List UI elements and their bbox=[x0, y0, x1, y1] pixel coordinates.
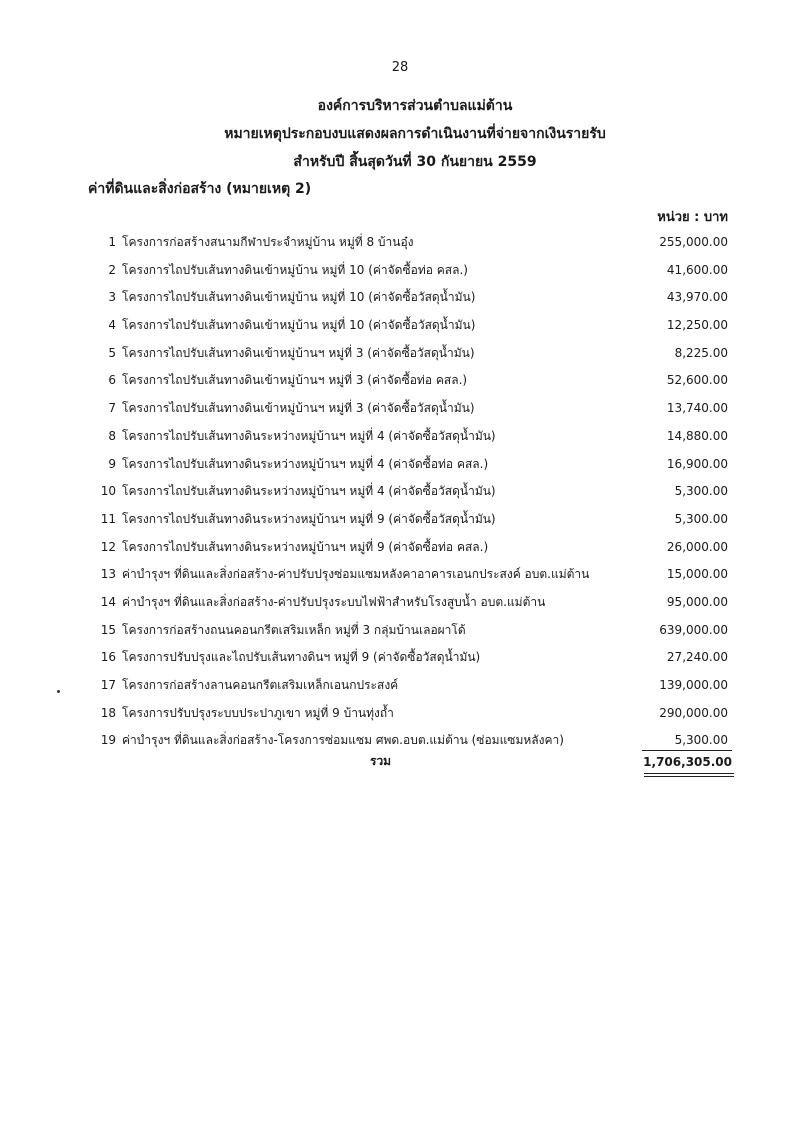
item-amount: 15,000.00 bbox=[666, 567, 728, 582]
document-header bbox=[0, 92, 800, 176]
item-amount: 26,000.00 bbox=[666, 539, 728, 554]
item-number: 12 bbox=[100, 539, 116, 554]
item-amount: 12,250.00 bbox=[666, 318, 728, 333]
item-number: 19 bbox=[100, 733, 116, 748]
item-amount: 290,000.00 bbox=[659, 705, 728, 720]
list-item bbox=[0, 452, 800, 480]
item-amount: 41,600.00 bbox=[666, 262, 728, 277]
item-amount: 13,740.00 bbox=[666, 401, 728, 416]
item-number: 7 bbox=[108, 401, 116, 416]
item-description: โครงการปรับปรุงระบบประปาภูเขา หมู่ที่ 9 บ้านทุ่งถ้ำ bbox=[122, 705, 394, 720]
list-item bbox=[0, 507, 800, 535]
item-description: โครงการไถปรับเส้นทางดินระหว่างหมู่บ้านฯ หมู่ที่ 4 (ค่าจัดซื้อวัสดุน้ำมัน) bbox=[122, 428, 496, 443]
item-description: โครงการไถปรับเส้นทางดินเข้าหมู่บ้านฯ หมู่ที่ 3 (ค่าจัดซื้อวัสดุน้ำมัน) bbox=[122, 401, 475, 416]
item-description: โครงการก่อสร้างสนามกีฬาประจำหมู่บ้าน หมู่ที่ 8 บ้านอุ๋ง bbox=[122, 235, 414, 249]
list-item bbox=[0, 590, 800, 618]
item-amount: 95,000.00 bbox=[666, 594, 728, 609]
list-item bbox=[0, 258, 800, 286]
item-amount: 43,970.00 bbox=[666, 290, 728, 305]
item-amount: 52,600.00 bbox=[666, 373, 728, 388]
unit-label: หน่วย : บาท bbox=[657, 210, 728, 225]
item-number: 1 bbox=[108, 235, 116, 249]
item-number: 14 bbox=[100, 594, 116, 609]
report-subtitle: หมายเหตุประกอบงบแสดงผลการดำเนินงานที่จ่ายจากเงินรายรับ bbox=[224, 126, 606, 142]
list-item bbox=[0, 230, 800, 258]
list-item bbox=[0, 424, 800, 452]
item-number: 6 bbox=[108, 373, 116, 388]
total-label: รวม bbox=[370, 754, 392, 768]
item-description: โครงการปรับปรุงและไถปรับเส้นทางดินฯ หมู่ที่ 9 (ค่าจัดซื้อวัสดุน้ำมัน) bbox=[122, 650, 481, 665]
item-number: 15 bbox=[100, 622, 116, 637]
item-description: ค่าบำรุงฯ ที่ดินและสิ่งก่อสร้าง-ค่าปรับปรุงระบบไฟฟ้าสำหรับโรงสูบน้ำ อบต.แม่ต้าน bbox=[122, 594, 546, 609]
item-description: โครงการไถปรับเส้นทางดินระหว่างหมู่บ้านฯ หมู่ที่ 4 (ค่าจัดซื้อท่อ คสล.) bbox=[122, 456, 489, 471]
item-amount: 27,240.00 bbox=[666, 650, 728, 665]
list-item bbox=[0, 618, 800, 646]
list-item bbox=[0, 396, 800, 424]
item-amount: 139,000.00 bbox=[659, 678, 728, 692]
item-description: โครงการไถปรับเส้นทางดินเข้าหมู่บ้านฯ หมู่ที่ 3 (ค่าจัดซื้อวัสดุน้ำมัน) bbox=[122, 345, 475, 360]
item-amount: 639,000.00 bbox=[659, 622, 728, 637]
item-description: ค่าบำรุงฯ ที่ดินและสิ่งก่อสร้าง-ค่าปรับปรุงซ่อมแซมหลังคาอาคารเอนกประสงค์ อบต.แม่ต้าน bbox=[122, 567, 590, 582]
list-item bbox=[0, 701, 800, 729]
item-number: 17 bbox=[100, 678, 116, 692]
item-number: 18 bbox=[100, 705, 116, 720]
item-number: 11 bbox=[100, 511, 116, 526]
list-item bbox=[0, 368, 800, 396]
total-amount: 1,706,305.00 bbox=[642, 750, 732, 773]
items-list bbox=[0, 230, 800, 756]
item-number: 5 bbox=[108, 345, 116, 360]
list-item bbox=[0, 313, 800, 341]
item-description: โครงการไถปรับเส้นทางดินเข้าหมู่บ้าน หมู่ที่ 10 (ค่าจัดซื้อวัสดุน้ำมัน) bbox=[122, 290, 476, 305]
item-number: 4 bbox=[108, 318, 116, 333]
item-amount: 8,225.00 bbox=[674, 345, 728, 360]
item-number: 2 bbox=[108, 262, 116, 277]
item-amount: 255,000.00 bbox=[659, 235, 728, 249]
item-number: 13 bbox=[100, 567, 116, 582]
double-underline bbox=[644, 773, 734, 777]
item-description: โครงการไถปรับเส้นทางดินระหว่างหมู่บ้านฯ หมู่ที่ 9 (ค่าจัดซื้อท่อ คสล.) bbox=[122, 539, 489, 554]
item-number: 16 bbox=[100, 650, 116, 665]
item-number: 3 bbox=[108, 290, 116, 305]
item-amount: 5,300.00 bbox=[674, 484, 728, 499]
page-number: 28 bbox=[391, 60, 409, 75]
item-number: 9 bbox=[108, 456, 116, 471]
item-description: ค่าบำรุงฯ ที่ดินและสิ่งก่อสร้าง-โครงการซ่อมแซม ศพด.อบต.แม่ต้าน (ซ่อมแซมหลังคา) bbox=[122, 733, 564, 748]
organization-name: องค์การบริหารส่วนตำบลแม่ต้าน bbox=[317, 98, 513, 114]
list-item bbox=[0, 645, 800, 673]
list-item bbox=[0, 341, 800, 369]
item-description: โครงการก่อสร้างลานคอนกรีตเสริมเหล็กเอนกประสงค์ bbox=[122, 678, 399, 692]
list-item bbox=[0, 562, 800, 590]
item-description: โครงการไถปรับเส้นทางดินเข้าหมู่บ้านฯ หมู่ที่ 3 (ค่าจัดซื้อท่อ คสล.) bbox=[122, 373, 468, 388]
report-period: สำหรับปี สิ้นสุดวันที่ 30 กันยายน 2559 bbox=[293, 154, 537, 170]
item-amount: 14,880.00 bbox=[666, 428, 728, 443]
item-description: โครงการไถปรับเส้นทางดินเข้าหมู่บ้าน หมู่ที่ 10 (ค่าจัดซื้อวัสดุน้ำมัน) bbox=[122, 318, 476, 333]
item-description: โครงการไถปรับเส้นทางดินระหว่างหมู่บ้านฯ หมู่ที่ 4 (ค่าจัดซื้อวัสดุน้ำมัน) bbox=[122, 484, 496, 499]
item-amount: 16,900.00 bbox=[666, 456, 728, 471]
item-number: 8 bbox=[108, 428, 116, 443]
item-description: โครงการไถปรับเส้นทางดินระหว่างหมู่บ้านฯ หมู่ที่ 9 (ค่าจัดซื้อวัสดุน้ำมัน) bbox=[122, 511, 496, 526]
section-title: ค่าที่ดินและสิ่งก่อสร้าง (หมายเหตุ 2) bbox=[88, 181, 312, 197]
scan-speck bbox=[57, 690, 60, 693]
item-amount: 5,300.00 bbox=[674, 511, 728, 526]
item-description: โครงการก่อสร้างถนนคอนกรีตเสริมเหล็ก หมู่ที่ 3 กลุ่มบ้านเลอผาโด้ bbox=[122, 622, 466, 637]
item-amount: 5,300.00 bbox=[674, 733, 728, 748]
list-item bbox=[0, 285, 800, 313]
list-item bbox=[0, 479, 800, 507]
item-number: 10 bbox=[100, 484, 116, 499]
list-item bbox=[0, 535, 800, 563]
item-description: โครงการไถปรับเส้นทางดินเข้าหมู่บ้าน หมู่ที่ 10 (ค่าจัดซื้อท่อ คสล.) bbox=[122, 262, 468, 277]
list-item bbox=[0, 673, 800, 701]
